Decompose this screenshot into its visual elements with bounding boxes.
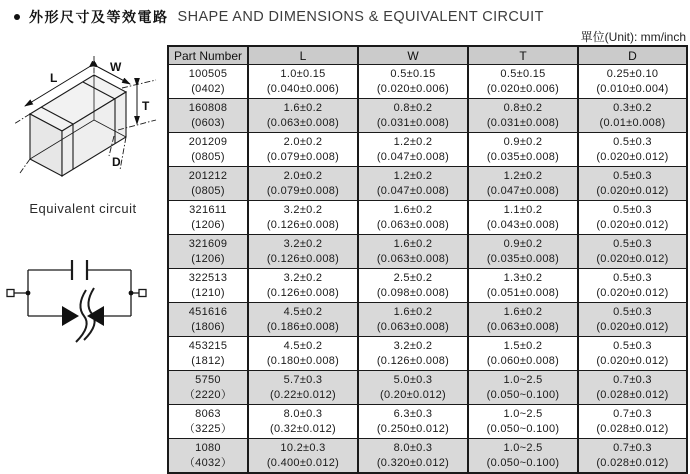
- value-mm: 1.0~2.5: [503, 407, 543, 420]
- value-inch: (0.035±0.008): [486, 150, 560, 163]
- value-mm: 1.3±0.2: [503, 271, 543, 284]
- value-mm: 4.5±0.2: [283, 305, 323, 318]
- value-mm: 8.0±0.3: [393, 441, 433, 454]
- table-row: [168, 235, 687, 269]
- value-mm: 0.7±0.3: [613, 441, 652, 454]
- table-row: [168, 99, 687, 133]
- value-mm: 1.0~2.5: [503, 441, 543, 454]
- header-t: T: [468, 46, 578, 65]
- value-inch: (0.031±0.008): [376, 116, 450, 129]
- value-mm: 6.3±0.3: [393, 407, 433, 420]
- dimension-cell: [578, 99, 687, 133]
- part-number-cell: [168, 439, 248, 474]
- value-inch: (0.126±0.008): [376, 354, 450, 367]
- value-inch: (0.320±0.012): [376, 456, 450, 469]
- value-mm: 0.5±0.15: [390, 67, 436, 80]
- value-mm: 8.0±0.3: [283, 407, 323, 420]
- header-part-number: Part Number: [168, 46, 248, 65]
- dimension-cell: [248, 371, 358, 405]
- dimension-cell: [578, 65, 687, 99]
- dimension-cell: [358, 99, 468, 133]
- part-code: (0603): [191, 116, 225, 129]
- value-inch: (0.32±0.012): [270, 422, 336, 435]
- part-number: 8063: [195, 407, 221, 420]
- value-mm: 2.0±0.2: [283, 135, 323, 148]
- value-inch: (0.01±0.008): [599, 116, 666, 129]
- dimension-cell: [468, 133, 578, 167]
- dimension-cell: [248, 439, 358, 474]
- value-inch: (0.010±0.004): [596, 82, 669, 95]
- dimension-cell: [248, 269, 358, 303]
- value-inch: (0.040±0.006): [266, 82, 340, 95]
- value-inch: (0.126±0.008): [266, 286, 340, 299]
- value-inch: (0.126±0.008): [266, 218, 340, 231]
- value-inch: (0.079±0.008): [266, 150, 340, 163]
- chip-shape-diagram: [6, 56, 164, 196]
- table-row: [168, 133, 687, 167]
- part-code: (1206): [191, 218, 225, 231]
- part-code: （2220）: [183, 388, 233, 401]
- part-number: 453215: [188, 339, 228, 352]
- value-mm: 0.9±0.2: [503, 135, 543, 148]
- part-code: （3225）: [183, 422, 233, 435]
- page-title-chinese: 外形尺寸及等效電路: [29, 9, 169, 25]
- part-number: 321611: [189, 203, 227, 216]
- value-mm: 0.5±0.3: [613, 135, 652, 148]
- value-inch: (0.063±0.008): [266, 116, 340, 129]
- value-inch: (0.028±0.012): [596, 388, 669, 401]
- value-mm: 1.1±0.2: [503, 203, 543, 216]
- part-number: 201209: [188, 135, 228, 148]
- bullet-icon: [14, 14, 20, 20]
- dimension-cell: [468, 269, 578, 303]
- table-header-row: [168, 46, 687, 65]
- table-row: [168, 167, 687, 201]
- value-inch: (0.047±0.008): [376, 184, 450, 197]
- part-number-cell: [168, 65, 248, 99]
- value-mm: 1.6±0.2: [503, 305, 543, 318]
- part-code: (0402): [191, 82, 225, 95]
- dim-label-d: D: [112, 155, 121, 169]
- dimension-cell: [248, 167, 358, 201]
- dimension-cell: [578, 167, 687, 201]
- part-code: (0805): [191, 184, 225, 197]
- value-mm: 0.5±0.3: [613, 305, 652, 318]
- value-inch: (0.186±0.008): [266, 320, 340, 333]
- dimension-cell: [468, 235, 578, 269]
- part-number-cell: [168, 371, 248, 405]
- dimension-cell: [468, 167, 578, 201]
- value-mm: 0.9±0.2: [503, 237, 543, 250]
- value-inch: (0.051±0.008): [486, 286, 560, 299]
- right-terminal-icon: [139, 290, 146, 297]
- value-mm: 5.0±0.3: [393, 373, 433, 386]
- dimension-cell: [468, 371, 578, 405]
- value-inch: (0.20±0.012): [380, 388, 446, 401]
- value-mm: 3.2±0.2: [393, 339, 433, 352]
- value-mm: 4.5±0.2: [283, 339, 323, 352]
- part-number: 322513: [188, 271, 228, 284]
- value-mm: 0.8±0.2: [503, 101, 543, 114]
- table-row: [168, 337, 687, 371]
- value-inch: (0.020±0.012): [596, 320, 669, 333]
- value-inch: (0.050~0.100): [486, 422, 560, 435]
- value-inch: (0.063±0.008): [376, 252, 450, 265]
- value-mm: 0.5±0.3: [613, 169, 652, 182]
- dimension-cell: [358, 65, 468, 99]
- value-mm: 0.7±0.3: [613, 373, 652, 386]
- dimension-cell: [358, 269, 468, 303]
- part-number-cell: [168, 99, 248, 133]
- dim-label-t: T: [142, 99, 150, 113]
- part-number: 160808: [188, 101, 228, 114]
- header-l: L: [248, 46, 358, 65]
- value-mm: 10.2±0.3: [280, 441, 326, 454]
- dimension-cell: [248, 337, 358, 371]
- value-inch: (0.079±0.008): [266, 184, 340, 197]
- part-number: 100505: [188, 67, 228, 80]
- dimension-cell: [248, 235, 358, 269]
- value-inch: (0.020±0.012): [596, 286, 669, 299]
- value-mm: 1.2±0.2: [503, 169, 543, 182]
- table-row: [168, 65, 687, 99]
- value-inch: (0.098±0.008): [376, 286, 450, 299]
- value-inch: (0.020±0.012): [596, 218, 669, 231]
- value-mm: 0.5±0.3: [613, 237, 652, 250]
- dim-label-w: W: [110, 60, 122, 74]
- table-row: [168, 201, 687, 235]
- part-number-cell: [168, 235, 248, 269]
- dimension-cell: [468, 337, 578, 371]
- part-number-cell: [168, 133, 248, 167]
- value-mm: 1.0±0.15: [280, 67, 326, 80]
- value-inch: (0.050~0.100): [486, 388, 560, 401]
- value-mm: 1.6±0.2: [393, 305, 433, 318]
- table-row: [168, 439, 687, 474]
- part-code: (1806): [191, 320, 225, 333]
- value-mm: 2.5±0.2: [393, 271, 433, 284]
- table-row: [168, 303, 687, 337]
- capacitor-icon: [72, 260, 87, 280]
- value-inch: (0.043±0.008): [486, 218, 560, 231]
- value-mm: 5.7±0.3: [283, 373, 323, 386]
- value-mm: 3.2±0.2: [283, 203, 323, 216]
- part-code: (1812): [191, 354, 225, 367]
- value-mm: 1.2±0.2: [393, 169, 433, 182]
- dimension-cell: [578, 235, 687, 269]
- header-d: D: [578, 46, 687, 65]
- value-mm: 3.2±0.2: [283, 271, 323, 284]
- value-mm: 3.2±0.2: [283, 237, 323, 250]
- dim-label-l: L: [50, 71, 58, 85]
- dimension-cell: [358, 235, 468, 269]
- value-mm: 0.7±0.3: [613, 407, 652, 420]
- equivalent-circuit-diagram: [0, 250, 166, 350]
- value-inch: (0.063±0.008): [376, 218, 450, 231]
- part-number-cell: [168, 337, 248, 371]
- dimensions-table: [167, 45, 688, 474]
- dimension-cell: [358, 201, 468, 235]
- dimension-cell: [248, 303, 358, 337]
- dimension-cell: [468, 303, 578, 337]
- dimension-cell: [248, 405, 358, 439]
- part-code: (0805): [191, 150, 225, 163]
- part-number: 321609: [188, 237, 228, 250]
- dimension-cell: [248, 65, 358, 99]
- table-row: [168, 269, 687, 303]
- dimension-cell: [358, 337, 468, 371]
- dimension-cell: [578, 371, 687, 405]
- dimension-cell: [578, 439, 687, 474]
- value-inch: (0.22±0.012): [270, 388, 336, 401]
- value-mm: 0.5±0.3: [613, 203, 652, 216]
- value-inch: (0.050~0.100): [486, 456, 560, 469]
- dimension-cell: [358, 405, 468, 439]
- value-mm: 0.25±0.10: [606, 67, 659, 80]
- value-inch: (0.180±0.008): [266, 354, 340, 367]
- page-title: [14, 7, 544, 27]
- part-code: (1210): [191, 286, 225, 299]
- dimension-cell: [358, 167, 468, 201]
- dimension-cell: [468, 65, 578, 99]
- value-inch: (0.020±0.012): [596, 354, 669, 367]
- value-inch: (0.047±0.008): [486, 184, 560, 197]
- value-mm: 0.5±0.3: [613, 271, 652, 284]
- page-title-english: SHAPE AND DIMENSIONS & EQUIVALENT CIRCUIT: [177, 9, 544, 25]
- part-number-cell: [168, 201, 248, 235]
- dimension-cell: [248, 201, 358, 235]
- part-number: 1080: [195, 441, 221, 454]
- dimension-cell: [578, 133, 687, 167]
- part-number-cell: [168, 167, 248, 201]
- part-code: (1206): [191, 252, 225, 265]
- dimension-cell: [468, 99, 578, 133]
- dimension-cell: [358, 303, 468, 337]
- value-mm: 1.6±0.2: [283, 101, 323, 114]
- value-inch: (0.035±0.008): [486, 252, 560, 265]
- part-number: 5750: [195, 373, 221, 386]
- value-mm: 0.3±0.2: [613, 101, 652, 114]
- dimension-cell: [248, 133, 358, 167]
- value-mm: 1.0~2.5: [503, 373, 543, 386]
- value-inch: (0.063±0.008): [486, 320, 560, 333]
- dimension-cell: [468, 405, 578, 439]
- value-inch: (0.020±0.012): [596, 184, 669, 197]
- dimensions-table-body: [168, 65, 687, 474]
- dimension-cell: [578, 337, 687, 371]
- value-mm: 1.6±0.2: [393, 203, 433, 216]
- value-mm: 0.5±0.3: [613, 339, 652, 352]
- value-inch: (0.400±0.012): [266, 456, 340, 469]
- dimension-cell: [578, 405, 687, 439]
- value-inch: (0.020±0.006): [376, 82, 450, 95]
- part-code: （4032）: [183, 456, 233, 469]
- value-mm: 1.6±0.2: [393, 237, 433, 250]
- dimension-cell: [578, 201, 687, 235]
- value-mm: 1.5±0.2: [503, 339, 543, 352]
- value-mm: 0.8±0.2: [393, 101, 433, 114]
- value-inch: (0.063±0.008): [376, 320, 450, 333]
- value-mm: 1.2±0.2: [393, 135, 433, 148]
- value-inch: (0.020±0.012): [596, 252, 669, 265]
- dimension-cell: [358, 133, 468, 167]
- junction-dot: [26, 291, 31, 296]
- value-inch: (0.020±0.012): [596, 150, 669, 163]
- value-inch: (0.028±0.012): [596, 422, 669, 435]
- value-inch: (0.250±0.012): [376, 422, 450, 435]
- part-number-cell: [168, 303, 248, 337]
- dimension-cell: [248, 99, 358, 133]
- header-w: W: [358, 46, 468, 65]
- dimension-cell: [578, 269, 687, 303]
- value-mm: 2.0±0.2: [283, 169, 323, 182]
- part-number-cell: [168, 269, 248, 303]
- value-inch: (0.060±0.008): [486, 354, 560, 367]
- diode-left-icon: [62, 306, 79, 326]
- junction-dot: [129, 291, 134, 296]
- value-inch: (0.028±0.012): [596, 456, 669, 469]
- table-row: [168, 405, 687, 439]
- unit-label: 單位(Unit): mm/inch: [580, 30, 686, 44]
- equivalent-circuit-label: Equivalent circuit: [29, 201, 137, 216]
- value-mm: 0.5±0.15: [500, 67, 546, 80]
- value-inch: (0.031±0.008): [486, 116, 560, 129]
- dimension-cell: [468, 439, 578, 474]
- table-row: [168, 371, 687, 405]
- value-inch: (0.020±0.006): [486, 82, 560, 95]
- value-inch: (0.047±0.008): [376, 150, 450, 163]
- left-terminal-icon: [7, 290, 14, 297]
- part-number-cell: [168, 405, 248, 439]
- dimension-cell: [358, 371, 468, 405]
- dimension-cell: [358, 439, 468, 474]
- dimension-cell: [578, 303, 687, 337]
- part-number: 201212: [188, 169, 228, 182]
- part-number: 451616: [188, 305, 228, 318]
- value-inch: (0.126±0.008): [266, 252, 340, 265]
- dimension-cell: [468, 201, 578, 235]
